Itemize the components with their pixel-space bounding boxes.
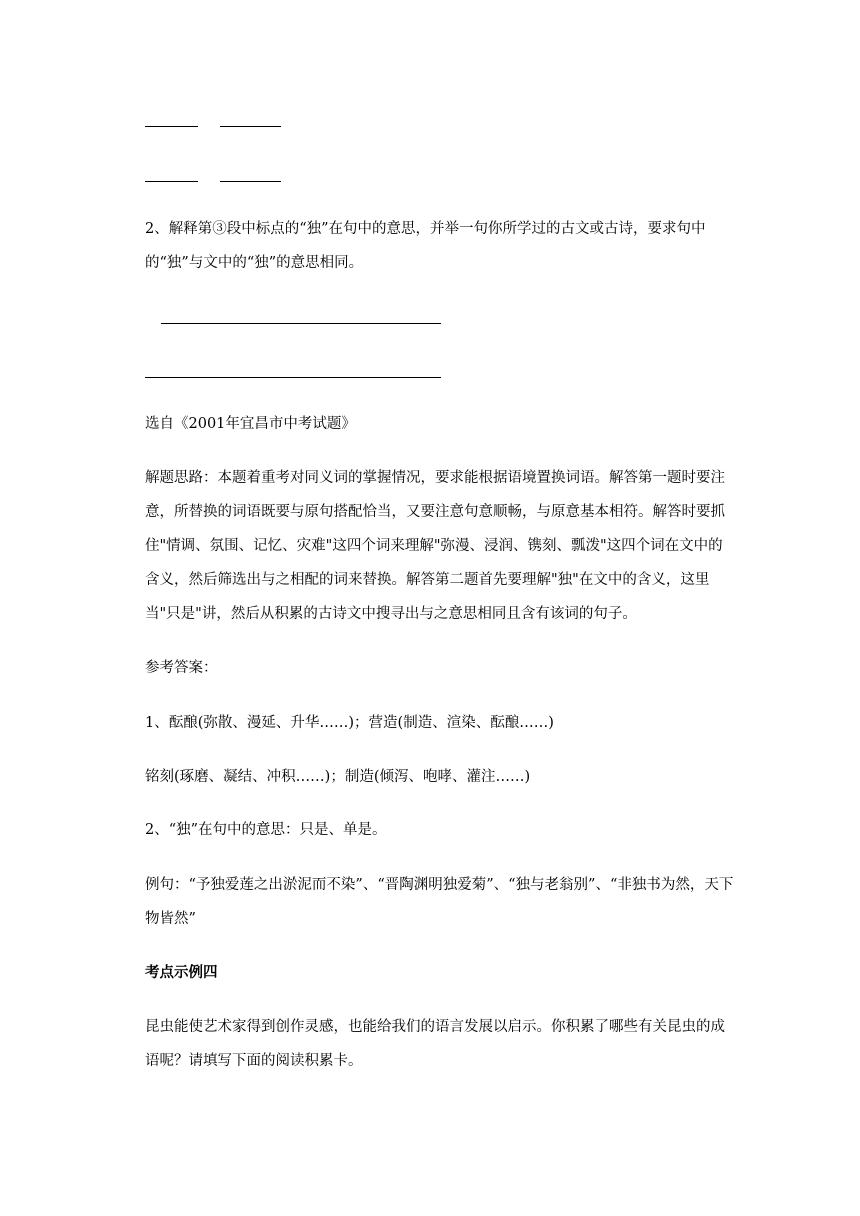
answer-blank-2b bbox=[220, 181, 281, 182]
answer-blank-1b bbox=[220, 126, 281, 127]
answer-heading: 参考答案： bbox=[145, 660, 218, 676]
answer-2: 2、“独”在句中的意思：只是、单是。 bbox=[145, 822, 387, 838]
answer-blank-1a bbox=[145, 126, 198, 127]
question-2-text: 2、解释第③段中标点的“独”在句中的意思，并举一句你所学过的古文或古诗，要求句中的“独”与文中的“独”的意思相同。 bbox=[145, 221, 706, 271]
analysis-paragraph: 解题思路：本题着重考对同义词的掌握情况，要求能根据语境置换词语。解答第一题时要注意，所替换的词语既要与原句搭配恰当，又要注意句意顺畅，与原意基本相符。解答时要抓住"情调、氛围、记忆、灾难"这四个词来理解"弥漫、浸润、镌刻、瓢泼"这四个词在文中的含义，然后筛选出与之相配的词来替换。解答第二题首先要理解"独"在文中的含义，这里当"只是"讲，然后从积累的古诗文中搜寻出与之意思相同且含有该词的句子。 bbox=[145, 470, 725, 622]
answer-1a: 1、酝酿(弥散、漫延、升华……)；营造(制造、渲染、酝酿……) bbox=[145, 715, 554, 731]
answer-blank-2a bbox=[145, 181, 198, 182]
section-heading: 考点示例四 bbox=[145, 964, 218, 981]
answer-1b: 铭刻(琢磨、凝结、冲积……)；制造(倾泻、咆哮、灌注……) bbox=[145, 769, 531, 785]
answer-line-2 bbox=[145, 377, 441, 378]
answer-line-1 bbox=[161, 323, 441, 324]
section-text: 昆虫能使艺术家得到创作灵感，也能给我们的语言发展以启示。你积累了哪些有关昆虫的成语呢？请填写下面的阅读积累卡。 bbox=[145, 1019, 725, 1069]
example-sentences: 例句：“予独爱莲之出淤泥而不染”、“晋陶渊明独爱菊”、“独与老翁别”、“非独书为然，天下物皆然” bbox=[145, 877, 734, 927]
source-note: 选自《2001年宜昌市中考试题》 bbox=[145, 416, 356, 432]
